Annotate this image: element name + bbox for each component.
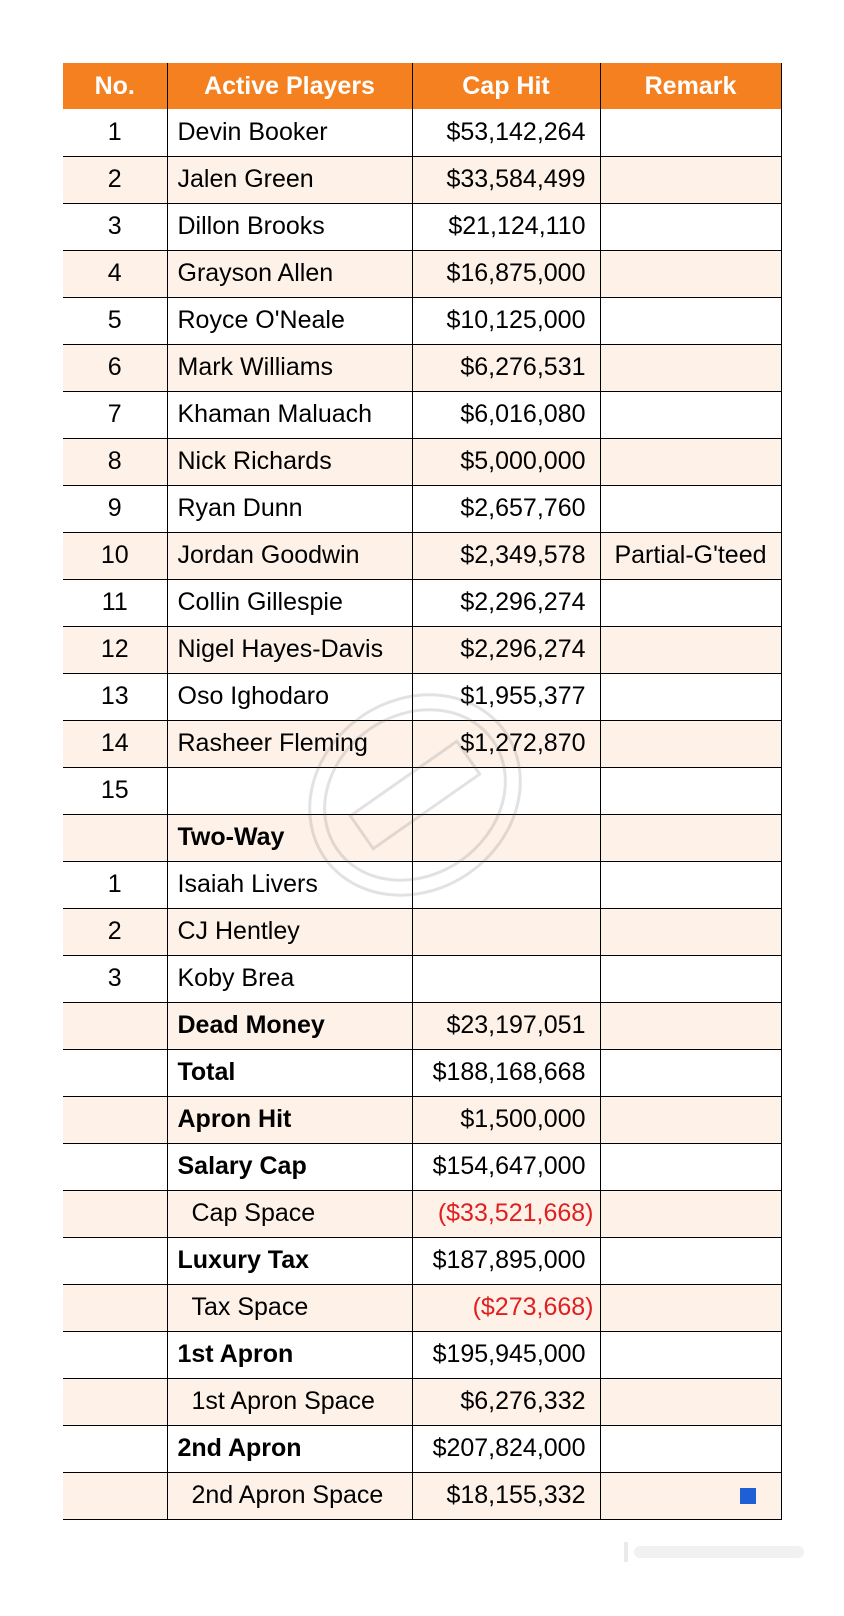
table-body (63, 109, 781, 1519)
cell-no[interactable] (63, 1331, 167, 1378)
cell-remark[interactable] (600, 626, 781, 673)
cell-cap-hit[interactable]: $1,500,000 (412, 1096, 600, 1143)
cell-cap-hit[interactable]: $195,945,000 (412, 1331, 600, 1378)
cap-table (63, 63, 782, 1520)
table-row (63, 1237, 781, 1284)
cell-remark[interactable] (600, 1425, 781, 1472)
cell-no[interactable] (63, 1143, 167, 1190)
cell-player-name[interactable]: Jalen Green (167, 156, 412, 203)
cell-cap-hit[interactable]: $33,584,499 (412, 156, 600, 203)
cell-remark[interactable] (600, 1378, 781, 1425)
cell-no[interactable] (63, 1425, 167, 1472)
cell-player-name[interactable]: Koby Brea (167, 955, 412, 1002)
cell-remark[interactable] (600, 438, 781, 485)
cell-no[interactable] (63, 1190, 167, 1237)
cell-no[interactable]: 3 (63, 955, 167, 1002)
corner-watermark-icon (624, 1540, 814, 1564)
header-cap-hit[interactable]: Cap Hit (412, 63, 600, 109)
cell-player-name[interactable]: Ryan Dunn (167, 485, 412, 532)
cell-player-name[interactable]: Nick Richards (167, 438, 412, 485)
cell-player-name[interactable]: Salary Cap (167, 1143, 412, 1190)
cell-no[interactable]: 4 (63, 250, 167, 297)
table-row (63, 1425, 781, 1472)
cell-remark[interactable] (600, 1284, 781, 1331)
cell-remark[interactable] (600, 109, 781, 156)
cell-player-name[interactable]: Grayson Allen (167, 250, 412, 297)
cell-cap-hit[interactable]: ($33,521,668) (412, 1190, 600, 1237)
table-row (63, 1378, 781, 1425)
header-active-players[interactable]: Active Players (167, 63, 412, 109)
cell-player-name[interactable]: 2nd Apron Space (167, 1472, 412, 1519)
cell-player-name[interactable] (167, 767, 412, 814)
cell-remark[interactable] (600, 1331, 781, 1378)
table-row (63, 297, 781, 344)
table-row (63, 438, 781, 485)
cell-remark[interactable] (600, 1143, 781, 1190)
cell-cap-hit[interactable] (412, 908, 600, 955)
cell-no[interactable]: 3 (63, 203, 167, 250)
cell-cap-hit[interactable]: $16,875,000 (412, 250, 600, 297)
cell-no[interactable] (63, 814, 167, 861)
cell-remark[interactable] (600, 156, 781, 203)
table-row (63, 1143, 781, 1190)
header-no[interactable]: No. (63, 63, 167, 109)
cell-cap-hit[interactable]: $6,276,332 (412, 1378, 600, 1425)
cell-no[interactable]: 5 (63, 297, 167, 344)
cell-player-name[interactable]: 1st Apron (167, 1331, 412, 1378)
cell-no[interactable]: 10 (63, 532, 167, 579)
cell-player-name[interactable]: Total (167, 1049, 412, 1096)
cell-player-name[interactable]: Nigel Hayes-Davis (167, 626, 412, 673)
cell-cap-hit[interactable]: $18,155,332 (412, 1472, 600, 1519)
cell-player-name[interactable]: Tax Space (167, 1284, 412, 1331)
cell-no[interactable]: 11 (63, 579, 167, 626)
table-row (63, 1284, 781, 1331)
table-row (63, 767, 781, 814)
table-row (63, 109, 781, 156)
cell-cap-hit[interactable]: $21,124,110 (412, 203, 600, 250)
cell-cap-hit[interactable]: $2,296,274 (412, 579, 600, 626)
cell-remark[interactable] (600, 767, 781, 814)
table-row (63, 626, 781, 673)
table-row (63, 1472, 781, 1519)
cell-player-name[interactable]: Cap Space (167, 1190, 412, 1237)
table-row (63, 720, 781, 767)
cell-no[interactable] (63, 1237, 167, 1284)
table-row (63, 908, 781, 955)
table-row (63, 955, 781, 1002)
cell-remark[interactable] (600, 673, 781, 720)
cell-cap-hit[interactable]: $188,168,668 (412, 1049, 600, 1096)
cell-player-name[interactable]: Luxury Tax (167, 1237, 412, 1284)
cell-no[interactable]: 8 (63, 438, 167, 485)
cell-remark[interactable] (600, 203, 781, 250)
cell-no[interactable] (63, 1096, 167, 1143)
cell-cap-hit[interactable]: $2,296,274 (412, 626, 600, 673)
cell-no[interactable]: 2 (63, 156, 167, 203)
cell-remark[interactable] (600, 908, 781, 955)
cell-no[interactable]: 1 (63, 861, 167, 908)
cell-player-name[interactable]: Dead Money (167, 1002, 412, 1049)
cell-remark[interactable] (600, 814, 781, 861)
cell-remark[interactable] (600, 579, 781, 626)
cell-cap-hit[interactable] (412, 861, 600, 908)
cell-cap-hit[interactable] (412, 814, 600, 861)
cell-no[interactable] (63, 1472, 167, 1519)
cell-cap-hit[interactable] (412, 955, 600, 1002)
cell-no[interactable] (63, 1284, 167, 1331)
cell-remark[interactable] (600, 1049, 781, 1096)
cell-cap-hit[interactable]: $1,955,377 (412, 673, 600, 720)
cell-cap-hit[interactable]: $2,349,578 (412, 532, 600, 579)
table-row (63, 1096, 781, 1143)
table-row (63, 1190, 781, 1237)
cell-player-name[interactable]: Collin Gillespie (167, 579, 412, 626)
cell-remark[interactable] (600, 1002, 781, 1049)
cell-cap-hit[interactable] (412, 767, 600, 814)
cell-remark[interactable] (600, 297, 781, 344)
cell-remark[interactable] (600, 861, 781, 908)
cell-player-name[interactable]: Khaman Maluach (167, 391, 412, 438)
table-row (63, 250, 781, 297)
cell-player-name[interactable]: Rasheer Fleming (167, 720, 412, 767)
table-row (63, 1331, 781, 1378)
table-row (63, 156, 781, 203)
cell-player-name[interactable]: Oso Ighodaro (167, 673, 412, 720)
cell-remark[interactable]: Partial-G'teed (600, 532, 781, 579)
cell-cap-hit[interactable]: $53,142,264 (412, 109, 600, 156)
cell-cap-hit[interactable]: $207,824,000 (412, 1425, 600, 1472)
cell-cap-hit[interactable]: $23,197,051 (412, 1002, 600, 1049)
cell-remark[interactable] (600, 485, 781, 532)
cell-no[interactable]: 2 (63, 908, 167, 955)
cell-player-name[interactable]: 1st Apron Space (167, 1378, 412, 1425)
table-row (63, 391, 781, 438)
cell-cap-hit[interactable]: $5,000,000 (412, 438, 600, 485)
cell-remark[interactable] (600, 250, 781, 297)
cell-remark[interactable] (600, 391, 781, 438)
cell-cap-hit[interactable]: $154,647,000 (412, 1143, 600, 1190)
cell-cap-hit[interactable]: ($273,668) (412, 1284, 600, 1331)
table-row (63, 344, 781, 391)
cell-player-name[interactable]: Two-Way (167, 814, 412, 861)
cell-player-name[interactable]: 2nd Apron (167, 1425, 412, 1472)
cell-player-name[interactable]: Isaiah Livers (167, 861, 412, 908)
cell-cap-hit[interactable]: $6,016,080 (412, 391, 600, 438)
cell-remark[interactable] (600, 1096, 781, 1143)
cell-no[interactable]: 13 (63, 673, 167, 720)
cell-no[interactable]: 7 (63, 391, 167, 438)
cell-cap-hit[interactable]: $6,276,531 (412, 344, 600, 391)
table-row (63, 579, 781, 626)
table-row (63, 1002, 781, 1049)
cell-no[interactable]: 6 (63, 344, 167, 391)
cell-no[interactable]: 14 (63, 720, 167, 767)
table-row (63, 532, 781, 579)
cell-player-name[interactable]: CJ Hentley (167, 908, 412, 955)
cell-no[interactable]: 1 (63, 109, 167, 156)
cell-no[interactable]: 9 (63, 485, 167, 532)
cell-remark[interactable] (600, 955, 781, 1002)
cell-remark[interactable] (600, 344, 781, 391)
header-remark[interactable]: Remark (600, 63, 781, 109)
cell-cap-hit[interactable]: $187,895,000 (412, 1237, 600, 1284)
cell-player-name[interactable]: Jordan Goodwin (167, 532, 412, 579)
cell-no[interactable] (63, 1049, 167, 1096)
cell-cap-hit[interactable]: $10,125,000 (412, 297, 600, 344)
cell-player-name[interactable]: Devin Booker (167, 109, 412, 156)
cell-no[interactable]: 12 (63, 626, 167, 673)
cell-player-name[interactable]: Royce O'Neale (167, 297, 412, 344)
table-row (63, 1049, 781, 1096)
table-row (63, 814, 781, 861)
cell-no[interactable] (63, 1002, 167, 1049)
table-row (63, 673, 781, 720)
cell-no[interactable] (63, 1378, 167, 1425)
cell-cap-hit[interactable]: $1,272,870 (412, 720, 600, 767)
header-row (63, 63, 781, 109)
fill-handle-icon[interactable] (740, 1488, 756, 1504)
cell-cap-hit[interactable]: $2,657,760 (412, 485, 600, 532)
table-row (63, 203, 781, 250)
cell-no[interactable]: 15 (63, 767, 167, 814)
cell-remark[interactable] (600, 720, 781, 767)
cell-player-name[interactable]: Apron Hit (167, 1096, 412, 1143)
cell-player-name[interactable]: Mark Williams (167, 344, 412, 391)
cell-remark[interactable] (600, 1237, 781, 1284)
cell-remark[interactable] (600, 1190, 781, 1237)
cell-player-name[interactable]: Dillon Brooks (167, 203, 412, 250)
table-row (63, 485, 781, 532)
table-row (63, 861, 781, 908)
